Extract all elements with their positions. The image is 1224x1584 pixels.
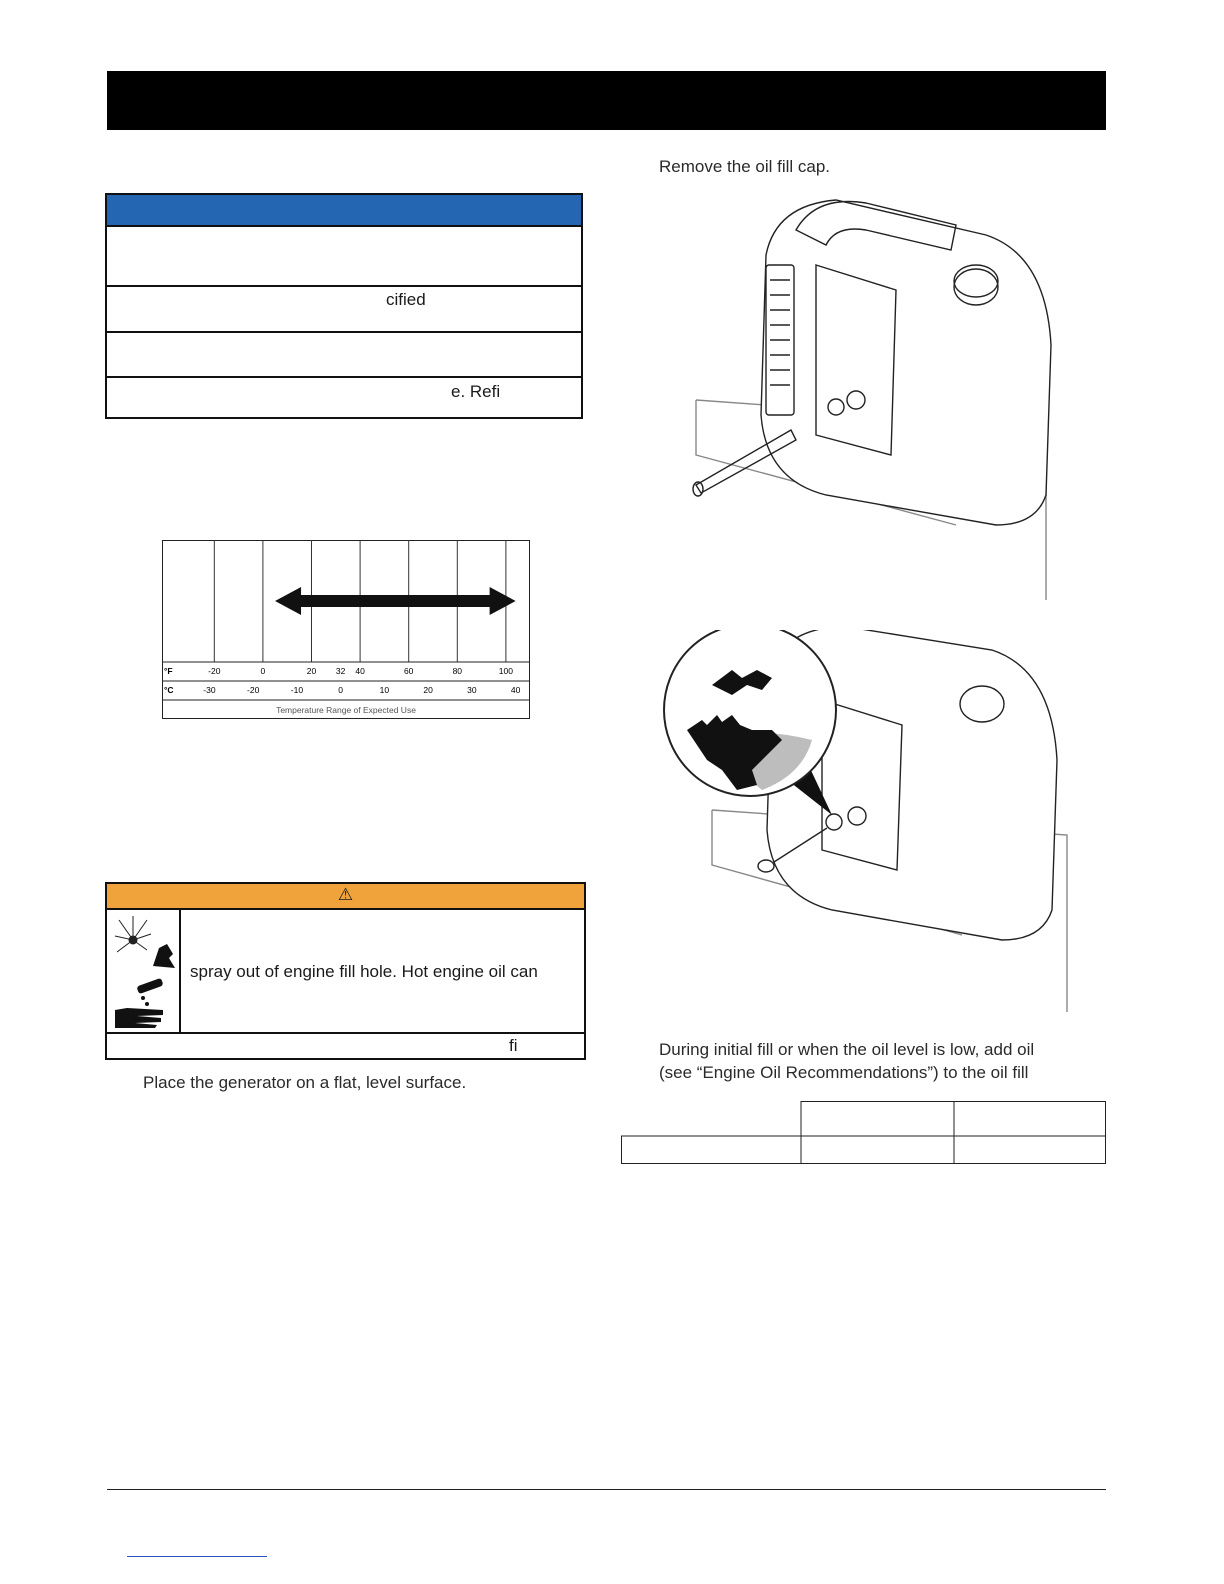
fahrenheit-tick-label: 40: [355, 666, 365, 676]
fahrenheit-tick-label: 80: [452, 666, 463, 676]
chart-caption: Temperature Range of Expected Use: [276, 705, 416, 715]
notice-box: [105, 193, 583, 419]
fahrenheit-tick-label: 0: [260, 666, 266, 676]
notice-header: [107, 195, 581, 227]
celsius-tick-label: 10: [379, 685, 390, 695]
notice-text-fragment: e. Refi: [451, 382, 501, 401]
temperature-range-chart: [162, 540, 530, 719]
oil-capacity-table: [621, 1101, 1106, 1164]
notice-row: [107, 333, 581, 378]
notice-row: [107, 287, 581, 333]
warning-text: spray out of engine fill hole. Hot engine oil can: [190, 962, 538, 981]
generator-oil-cap-illustration: [666, 195, 1076, 600]
warning-header: [107, 884, 584, 910]
notice-row: [107, 378, 581, 421]
section-header-bar: [107, 71, 1106, 130]
notice-text-fragment: cified: [386, 290, 426, 309]
fill-instruction-line1: During initial fill or when the oil level is low, add oil: [659, 1040, 1035, 1059]
warning-icons: [107, 910, 181, 1032]
footer-link-underline[interactable]: [127, 1556, 267, 1557]
corrosive-hand-icon: [115, 978, 164, 1028]
explosion-icon: [115, 916, 175, 968]
generator-oil-fill-illustration: [662, 630, 1072, 1012]
warning-footer-fragment: fi: [509, 1036, 518, 1055]
celsius-tick-label: 30: [467, 685, 477, 695]
fahrenheit-tick-label: 100: [498, 666, 513, 676]
fahrenheit-tick-label: 32: [335, 666, 346, 676]
celsius-label: °C: [164, 685, 174, 695]
fahrenheit-tick-label: -20: [208, 666, 221, 676]
celsius-tick-label: 0: [338, 685, 344, 695]
celsius-tick-label: -10: [290, 685, 304, 695]
fill-instruction-line2: (see “Engine Oil Recommendations”) to the oil fill: [659, 1063, 1029, 1082]
celsius-tick-label: -20: [247, 685, 260, 695]
footer-rule: [107, 1489, 1106, 1490]
step-place-generator: Place the generator on a flat, level surface.: [143, 1073, 467, 1092]
warning-triangle-icon: ⚠: [337, 885, 354, 904]
celsius-tick-label: -30: [203, 685, 216, 695]
fahrenheit-tick-label: 60: [403, 666, 414, 676]
warning-footer: [107, 1034, 584, 1058]
warning-box: [105, 882, 586, 1060]
celsius-tick-label: 20: [423, 685, 433, 695]
notice-row: [107, 227, 581, 287]
fahrenheit-label: °F: [164, 666, 173, 676]
fahrenheit-tick-label: 20: [306, 666, 317, 676]
celsius-tick-label: 40: [510, 685, 521, 695]
warning-body: [107, 910, 584, 1034]
step-remove-cap: Remove the oil fill cap.: [659, 157, 831, 176]
